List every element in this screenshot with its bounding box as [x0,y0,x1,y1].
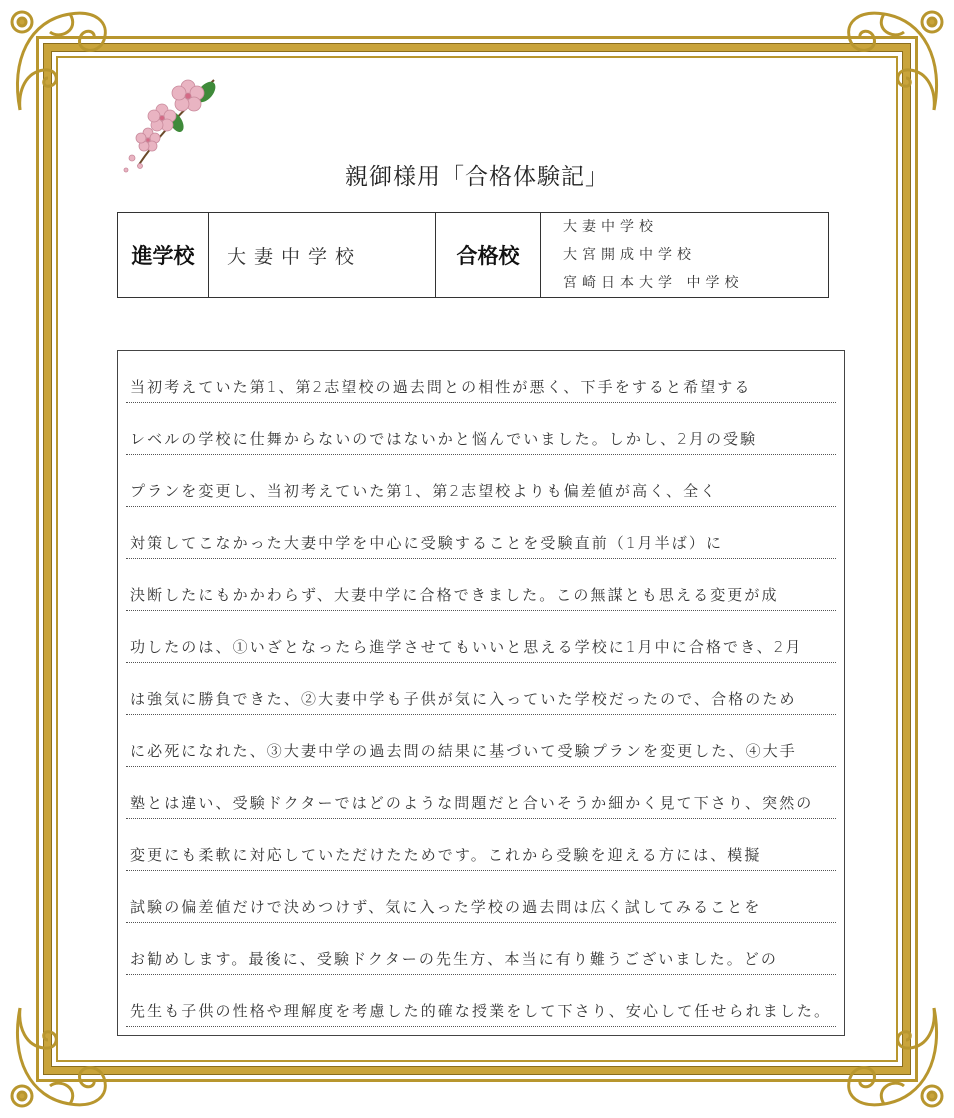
essay-line-text: お勧めします。最後に、受験ドクターの先生方、本当に有り難うございました。どの [130,950,779,968]
essay-line [126,923,836,975]
essay-line-text: プランを変更し、当初考えていた第1、第2志望校よりも偏差値が高く、全く [130,482,718,500]
essay-line-text: 対策してこなかった大妻中学を中心に受験することを受験直前（1月半ば）に [130,534,724,552]
essay-line [126,663,836,715]
pass-school-item: 大宮開成中学校 [563,247,696,263]
pass-school-label: 合格校 [436,213,541,298]
essay-line [126,871,836,923]
essay-line [126,975,836,1027]
essay-line-text: レベルの学校に仕舞からないのではないかと悩んでいました。しかし、2月の受験 [130,430,758,448]
essay-line [126,611,836,663]
essay-line [126,715,836,767]
essay-line [126,767,836,819]
essay-line [126,403,836,455]
enter-school-label: 進学校 [118,213,209,298]
pass-school-list [541,213,829,298]
gold-corner-ornament-icon [0,0,130,130]
essay-line [126,455,836,507]
enter-school-value: 大妻中学校 [209,213,436,298]
essay-box [117,350,845,1036]
pass-school-item: 大妻中学校 [563,219,658,235]
essay-line-text: に必死になれた、③大妻中学の過去問の結果に基づいて受験プランを変更した、④大手 [130,742,797,760]
essay-line [126,559,836,611]
essay-line-text: 試験の偏差値だけで決めつけず、気に入った学校の過去問は広く試してみることを [130,898,762,916]
essay-line-text: 当初考えていた第1、第2志望校の過去問との相性が悪く、下手をすると希望する [130,378,752,396]
essay-line [126,351,836,403]
gold-corner-ornament-icon [824,0,954,130]
pass-school-item: 宮崎日本大学 中学校 [563,275,744,291]
essay-line [126,507,836,559]
page-title: 親御様用「合格体験記」 [345,164,609,190]
essay-line-text: 先生も子供の性格や理解度を考慮した的確な授業をして下さり、安心して任せられました。 [130,1002,832,1020]
gold-corner-ornament-icon [0,988,130,1118]
essay-line [126,819,836,871]
essay-line-text: 塾とは違い、受験ドクターではどのような問題だと合いそうか細かく見て下さり、突然の [130,794,814,812]
essay-line-text: は強気に勝負できた、②大妻中学も子供が気に入っていた学校だったので、合格のため [130,690,797,708]
essay-line-text: 変更にも柔軟に対応していただけたためです。これから受験を迎える方には、模擬 [130,846,762,864]
school-info-table [117,212,829,298]
essay-line-text: 決断したにもかかわらず、大妻中学に合格できました。この無謀とも思える変更が成 [130,586,779,604]
essay-line-text: 功したのは、①いざとなったら進学させてもいいと思える学校に1月中に合格でき、2月 [130,638,803,656]
